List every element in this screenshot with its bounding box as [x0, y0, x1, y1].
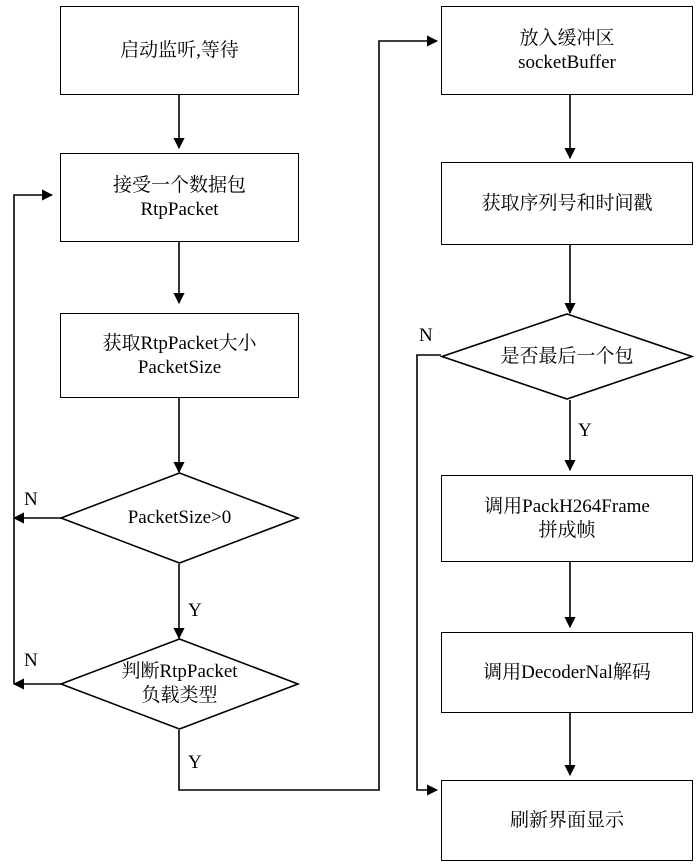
node-size-check-line1: PacketSize>0 [127, 507, 232, 529]
node-refresh-ui-line1: 刷新界面显示 [509, 809, 624, 831]
edge-label-last-packet-yes: Y [578, 420, 592, 441]
node-get-size [60, 313, 299, 398]
node-recv-packet [60, 153, 299, 242]
node-payload-check-line1: 判断RtpPacket [121, 661, 238, 683]
edge-label-size-check-yes: Y [188, 600, 202, 621]
node-socket-buffer-line2: socketBuffer [518, 51, 616, 73]
node-pack-frame [441, 475, 693, 562]
node-payload-check [60, 638, 299, 730]
edge-label-payload-no: N [24, 650, 38, 671]
node-pack-frame-line2: 拼成帧 [538, 519, 596, 541]
node-size-check [60, 472, 299, 564]
node-recv-packet-line1: 接受一个数据包 [112, 174, 246, 196]
edge-label-size-check-no: N [24, 489, 38, 510]
node-decode-nal [441, 632, 693, 713]
node-get-seq-ts [441, 162, 693, 245]
node-last-packet [441, 313, 693, 400]
node-refresh-ui [441, 780, 693, 861]
edge-label-payload-yes: Y [188, 752, 202, 773]
node-last-packet-line1: 是否最后一个包 [500, 345, 634, 367]
node-pack-frame-line1: 调用PackH264Frame [484, 495, 650, 517]
node-decode-nal-line1: 调用DecoderNal解码 [483, 661, 651, 683]
node-start-listen-line1: 启动监听,等待 [120, 39, 239, 61]
node-payload-check-line2: 负载类型 [141, 685, 218, 706]
node-get-seq-ts-line1: 获取序列号和时间戳 [481, 192, 653, 214]
node-get-size-line1: 获取RtpPacket大小 [102, 332, 257, 354]
edge-label-last-packet-no: N [419, 325, 433, 346]
node-socket-buffer [441, 6, 693, 95]
node-recv-packet-line2: RtpPacket [140, 198, 219, 220]
node-socket-buffer-line1: 放入缓冲区 [519, 27, 615, 49]
node-get-size-line2: PacketSize [137, 356, 222, 378]
node-start-listen [60, 6, 299, 95]
